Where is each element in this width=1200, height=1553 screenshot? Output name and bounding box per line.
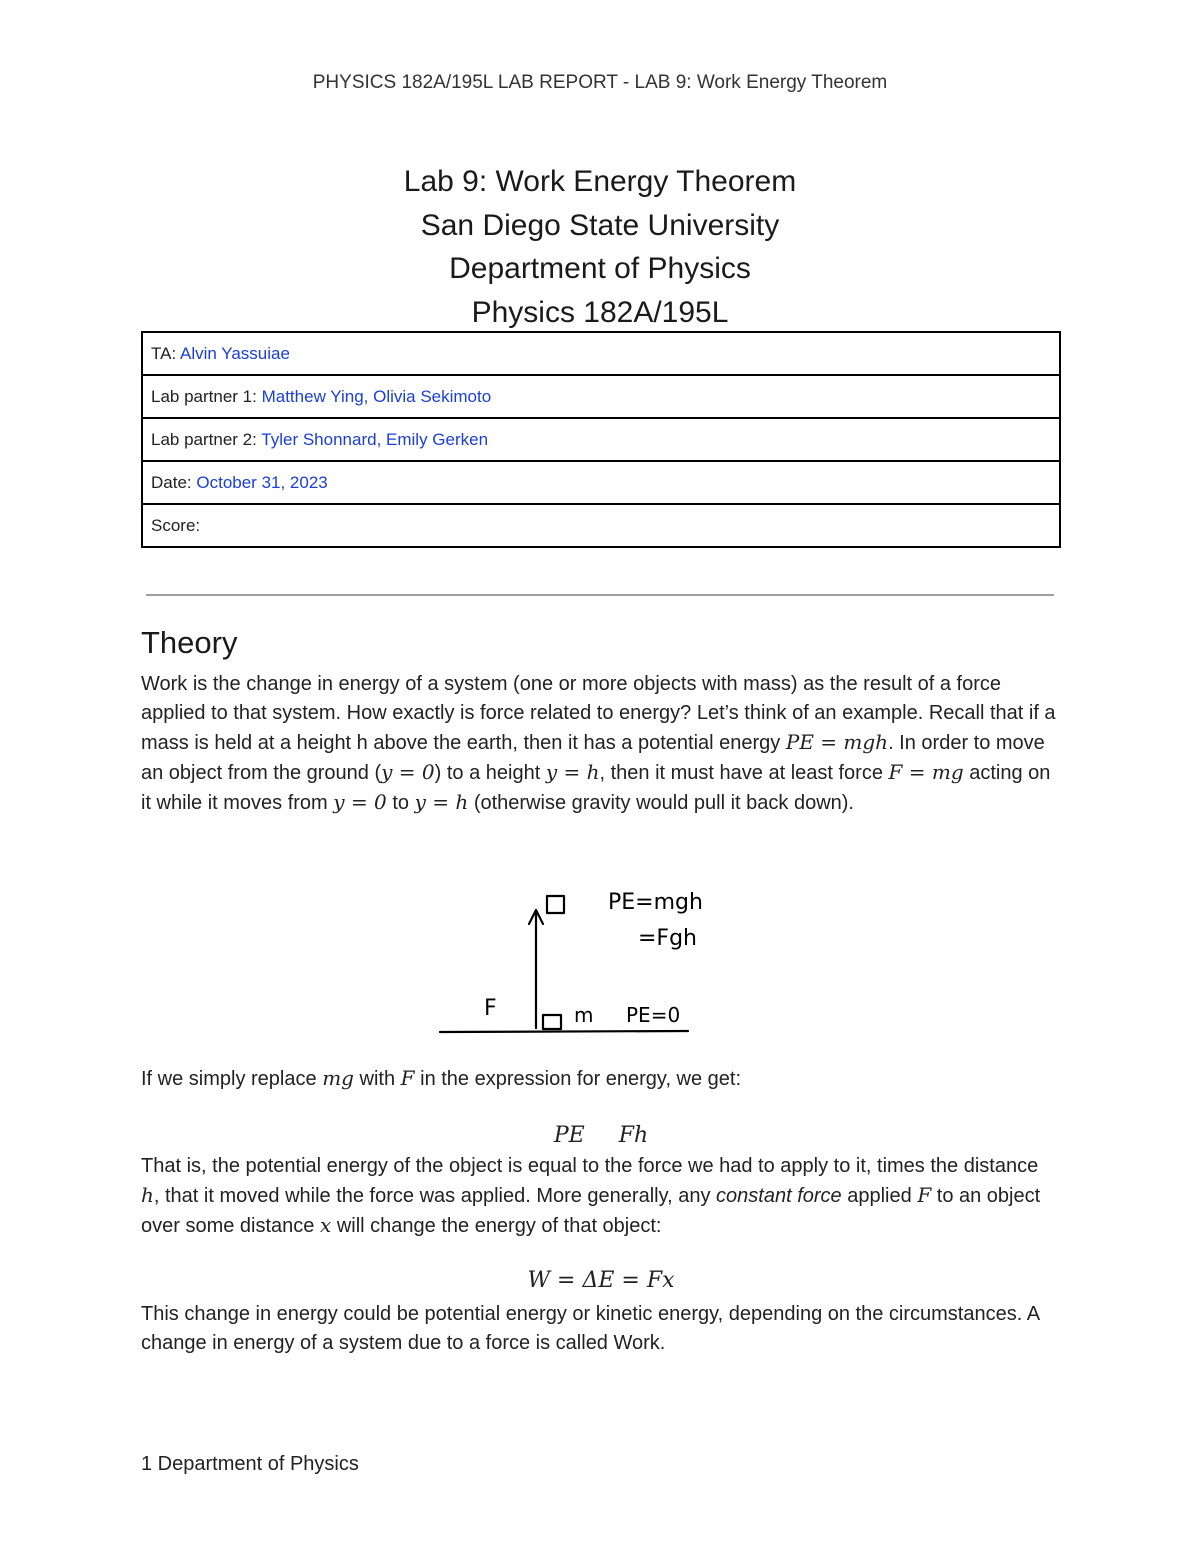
p2-math-f: F [400, 1066, 415, 1090]
date-value: October 31, 2023 [196, 472, 328, 492]
partner1-label: Lab partner 1: [151, 386, 257, 406]
theory-paragraph-2 [141, 1064, 1061, 1094]
theory-paragraph-1 [141, 670, 1061, 818]
page-footer: 1 Department of Physics [141, 1453, 359, 1475]
p1-text-3: ) to a height [434, 762, 541, 784]
partner1-cell [142, 375, 1060, 418]
p2-math-mg: mg [322, 1066, 354, 1090]
p1-math-y-h: y = h [545, 760, 600, 784]
date-row [142, 461, 1060, 504]
partner2-label: Lab partner 2: [151, 429, 257, 449]
theory-heading: Theory [141, 625, 238, 660]
ta-label: TA: [151, 343, 177, 363]
p2-text-2: with [359, 1068, 396, 1090]
running-header: PHYSICS 182A/195L LAB REPORT - LAB 9: Work Energy Theorem [312, 72, 888, 93]
partner1-row [142, 375, 1060, 418]
p1-text-1: Work is the change in energy of a system (one or more objects with mass) as the result of a force applied to that system. How exactly is force related to energy? Let’s think of an example. Recall that if a mass is held at a height h above the earth, then it has a potential energy [141, 673, 1056, 754]
score-row [142, 504, 1060, 547]
title-block [0, 160, 1200, 334]
p3-math-x: x [319, 1213, 332, 1237]
p3-emphasis-constant-force: constant force [716, 1185, 842, 1207]
university-name: San Diego State University [420, 208, 780, 242]
ta-value: Alvin Yassuiae [179, 343, 290, 363]
eq1-right: Fh [618, 1123, 649, 1148]
ta-row [142, 332, 1060, 375]
partner1-value: Matthew Ying, Olivia Sekimoto [261, 386, 492, 406]
p1-text-5: acting on it while it moves from [141, 762, 1051, 814]
p3-text-5: will change the energy of that object: [336, 1215, 662, 1237]
ground-line-icon [440, 1031, 688, 1032]
p3-text-1: That is, the potential energy of the object is equal to the force we had to apply to it, times the distance [141, 1155, 1039, 1177]
theory-paragraph-4: This change in energy could be potential energy or kinetic energy, depending on the circumstances. A change in energy of a system due to a force is called Work. [141, 1303, 1039, 1354]
partner2-cell [142, 418, 1060, 461]
p3-math-f: F [917, 1183, 932, 1207]
p3-math-h: h [141, 1183, 154, 1207]
label-pe-mgh: PE=mgh [608, 890, 703, 915]
partner2-row [142, 418, 1060, 461]
p2-text-3: in the expression for energy, we get: [420, 1068, 742, 1090]
partner2-value: Tyler Shonnard, Emily Gerken [261, 429, 489, 449]
theory-paragraph-3 [141, 1152, 1061, 1241]
p1-math-y-h-b: y = h [414, 790, 469, 814]
equation-work-energy: W = ΔE = Fx [527, 1268, 675, 1293]
top-box-icon [547, 896, 564, 913]
p1-math-y-0-b: y = 0 [333, 790, 387, 814]
force-height-diagram [430, 882, 720, 1038]
date-cell [142, 461, 1060, 504]
p1-math-pe-mgh: PE = mgh [785, 730, 889, 754]
label-force: F [484, 996, 497, 1021]
label-pe-zero: PE=0 [626, 1003, 681, 1027]
equation-pe-fh [141, 1122, 1061, 1148]
section-divider [146, 594, 1054, 596]
label-mass: m [574, 1003, 594, 1027]
ta-cell [142, 332, 1060, 375]
lab-title: Lab 9: Work Energy Theorem [403, 165, 797, 198]
department-name: Department of Physics [449, 252, 751, 285]
info-table [141, 331, 1061, 548]
p3-text-2: , that it moved while the force was applied. More generally, any [153, 1185, 711, 1207]
course-name: Physics 182A/195L [471, 295, 729, 329]
score-label: Score: [151, 515, 201, 535]
eq1-left: PE [553, 1123, 585, 1148]
p1-text-4: , then it must have at least force [599, 762, 883, 784]
p1-text-6: to [392, 792, 410, 814]
p2-text-1: If we simply replace [141, 1068, 317, 1090]
p1-math-f-mg: F = mg [888, 760, 964, 784]
p1-text-7: (otherwise gravity would pull it back down). [473, 792, 854, 814]
p3-text-4: to an object over some distance [141, 1185, 1041, 1237]
p1-text-2: . In order to move an object from the ground ( [141, 732, 1045, 784]
p1-math-y-0: y = 0 [381, 760, 435, 784]
p3-text-3: applied [847, 1185, 912, 1207]
label-fgh: =Fgh [638, 926, 697, 951]
score-cell [142, 504, 1060, 547]
date-label: Date: [151, 472, 192, 492]
bottom-box-icon [543, 1015, 561, 1029]
